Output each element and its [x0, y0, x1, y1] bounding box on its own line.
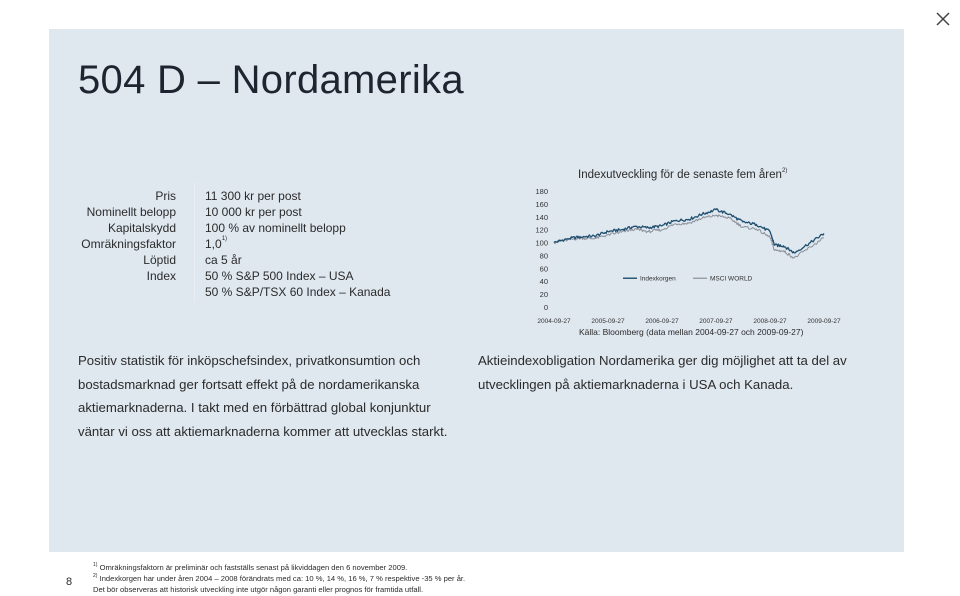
y-tick-label: 20 [539, 290, 548, 300]
x-tick-label: 2005-09-27 [591, 318, 625, 325]
body-text-right: Aktieindexobligation Nordamerika ger dig möjlighet att ta del av utvecklingen på aktiemarknaderna i USA och Kanada. [478, 353, 847, 392]
y-tick-label: 180 [535, 187, 548, 196]
fact-value-nominellt-belopp: 10 000 kr per post [205, 205, 302, 219]
y-tick-label: 100 [535, 238, 548, 248]
fact-value-loptid: ca 5 år [205, 253, 242, 267]
chart-source: Källa: Bloomberg (data mellan 2004-09-27 och 2009-09-27) [579, 327, 804, 337]
page-title: 504 D – Nordamerika [78, 58, 464, 102]
fact-label-pris: Pris [155, 189, 176, 203]
y-tick-label: 140 [535, 212, 548, 222]
y-tick-label: 60 [539, 264, 548, 274]
legend-label-msci-world: MSCI WORLD [710, 275, 753, 283]
footnote-mark-1: 1) [93, 562, 98, 568]
fact-value-pris: 11 300 kr per post [205, 189, 301, 203]
fact-value-kapitalskydd: 100 % av nominellt belopp [205, 221, 346, 235]
x-tick-label: 2006-09-27 [645, 318, 679, 325]
fact-label-omrakningsfaktor: Omräkningsfaktor [81, 237, 176, 251]
footnote-mark-2: 2) [93, 573, 98, 579]
x-tick-label: 2009-09-27 [807, 318, 841, 325]
x-tick-label: 2004-09-27 [537, 318, 571, 325]
fact-label-index: Index [146, 269, 176, 283]
page-number: 8 [66, 576, 73, 588]
x-tick-label: 2008-09-27 [753, 318, 787, 325]
fact-value-index-kanada: 50 % S&P/TSX 60 Index – Kanada [205, 285, 391, 299]
footnote-3: Det bör observeras att historisk utveckling inte utgör någon garanti eller prognos för framtida utfall. [93, 585, 424, 594]
legend-label-indexkorgen: Indexkorgen [640, 275, 676, 283]
footnote-ref-1: 1) [221, 236, 228, 242]
fact-value-index-usa: 50 % S&P 500 Index – USA [205, 269, 354, 283]
x-tick-label: 2007-09-27 [699, 318, 733, 325]
footnote-ref-2: 2) [781, 168, 788, 174]
y-tick-label: 120 [535, 225, 548, 235]
close-icon[interactable] [932, 8, 954, 30]
series-line-indexkorgen [554, 209, 824, 253]
footnote-1: $^{1)}$ Omräkningsfaktorn är preliminär och fastställs senast på likviddagen den 6 november 2009. [93, 562, 408, 572]
fact-value-omrakningsfaktor: 1,0$^{1)}$ [205, 236, 228, 251]
y-tick-label: 160 [535, 199, 548, 209]
fact-label-loptid: Löptid [143, 253, 176, 267]
y-tick-label: 40 [539, 277, 548, 287]
fact-label-kapitalskydd: Kapitalskydd [107, 221, 176, 235]
y-tick-label: 80 [539, 251, 548, 261]
fact-label-nominellt-belopp: Nominellt belopp [86, 205, 176, 219]
footnote-2: $^{2)}$ Indexkorgen har under åren 2004 – 2008 förändrats med ca: 10 %, 14 %, 16 %, 7 % respektive -35 % per år. [93, 573, 466, 583]
chart-title: Indexutveckling för de senaste fem åren$^{2)}$ [578, 168, 788, 181]
body-text-left: Positiv statistik för inköpschefsindex, privatkonsumtion och bostadsmarknad ger fortsatt effekt på de nordamerikanska aktiemarknaderna. I takt med en förbättrad global konjunktur väntar vi oss att aktiemarknaderna kommer att utvecklas starkt. [78, 353, 448, 439]
facts-divider [194, 182, 195, 302]
y-tick-label: 0 [543, 303, 548, 312]
index-chart [530, 183, 841, 325]
